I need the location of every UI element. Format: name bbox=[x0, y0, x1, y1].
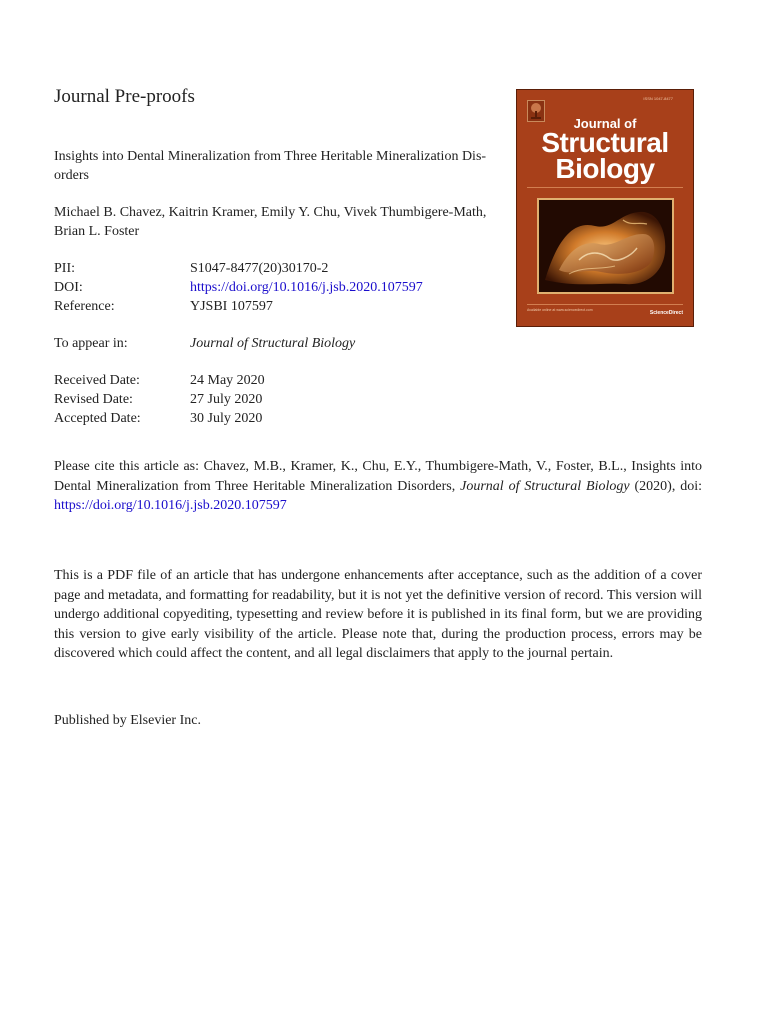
citation-journal: Journal of Structural Biology bbox=[460, 478, 630, 494]
meta-received-label: Received Date: bbox=[54, 373, 140, 388]
publisher-line: Published by Elsevier Inc. bbox=[54, 713, 201, 728]
meta-accepted-label: Accepted Date: bbox=[54, 411, 141, 426]
meta-appear-label: To appear in: bbox=[54, 336, 128, 351]
meta-appear-value: Journal of Structural Biology bbox=[190, 336, 356, 351]
citation-doi-link[interactable]: https://doi.org/10.1016/j.jsb.2020.107597 bbox=[54, 498, 287, 513]
article-authors: Michael B. Chavez, Kaitrin Kramer, Emily Y. Chu, Vivek Thumbigere-Math, Brian L. Foster bbox=[54, 205, 487, 239]
cover-footer-divider bbox=[527, 304, 683, 305]
article-title: Insights into Dental Mineralization from Three Heritable Mineralization Dis-orders bbox=[54, 149, 487, 183]
cover-journal-of: Journal of bbox=[573, 116, 637, 131]
meta-reference-value: YJSBI 107597 bbox=[190, 299, 273, 314]
cover-biology: Biology bbox=[555, 153, 655, 184]
cover-sciencedirect: ScienceDirect bbox=[649, 310, 683, 316]
meta-doi-link[interactable]: https://doi.org/10.1016/j.jsb.2020.107597 bbox=[190, 280, 423, 295]
journal-cover-image bbox=[516, 89, 694, 327]
cover-structural: Structural bbox=[541, 127, 669, 158]
cover-illustration bbox=[537, 198, 674, 294]
meta-revised-value: 27 July 2020 bbox=[190, 392, 263, 407]
meta-revised-label: Revised Date: bbox=[54, 392, 133, 407]
cover-divider bbox=[527, 187, 683, 188]
disclaimer-paragraph: This is a PDF file of an article that has undergone enhancements after acceptance, such as the addition of a cover page and metadata, and formatting for readability, but it is not yet the definitive version of record. This version will undergo additional copyediting, typesetting and review before it is published in its final form, but we are providing this version to give early visibility of the article. Please note that, during the production process, errors may be discovered which could affect the content, and all legal disclaimers that apply to the journal pertain. bbox=[54, 568, 702, 661]
cover-footer-text: Available online at www.sciencedirect.com bbox=[527, 308, 593, 312]
meta-reference-label: Reference: bbox=[54, 299, 115, 314]
meta-accepted-value: 30 July 2020 bbox=[190, 411, 263, 426]
meta-pii-label: PII: bbox=[54, 261, 75, 276]
meta-doi-label: DOI: bbox=[54, 280, 83, 295]
citation-prefix: Please cite this article as: Chavez, M.B., Kramer, K., Chu, E.Y., Thumbigere-Math, V., Foster, B.L., Insights into Dental Mineralization from Three Heritable Mineralization Disorders, bbox=[54, 459, 702, 494]
citation-suffix: (2020), doi: bbox=[629, 478, 703, 494]
meta-pii-value: S1047-8477(20)30170-2 bbox=[190, 261, 329, 276]
meta-received-value: 24 May 2020 bbox=[190, 373, 265, 388]
citation-paragraph bbox=[54, 457, 702, 516]
page-heading: Journal Pre-proofs bbox=[54, 86, 195, 107]
cover-issn: ISSN 1047-8477 bbox=[643, 96, 673, 101]
